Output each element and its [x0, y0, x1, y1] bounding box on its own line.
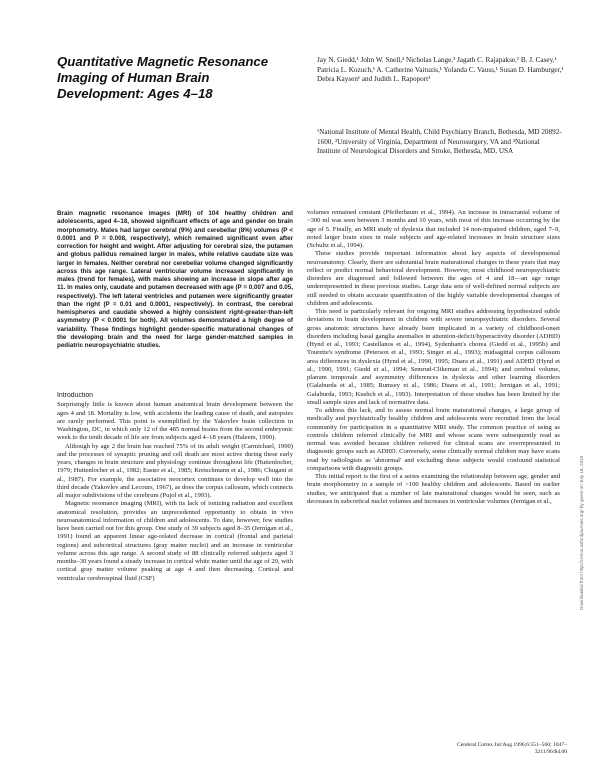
body-paragraph: To address this lack, and to assess normal brain maturational changes, a large group of medically and psychiatrically healthy children and adolescents were recruited from the local community for participation in a quantitative MRI study. The common practice of using as controls children referred clinically for MRI and whose scans were subsequently read as normal was avoided because children referred for clinical scans are overrepresented in diagnostic groups such as ADHD. Conversely, some clinically normal children may have scans read by radiologists as 'abnormal' and excluding these subjects would confound statistical comparisons with diagnostic groups. [307, 407, 560, 472]
body-paragraph: volumes remained constant (Pfefferbaum et al., 1994). An increase in intracranial volume of ~300 ml was seen between 3 months and 10 years, with most of this increase occurring by the age of 5. Finally, an MRI study of dyslexia that included 14 non-impaired children, aged 7–9, noted larger brain sizes in male subjects and age-related increases in brain structure sizes (Schultz et al., 1994). [307, 209, 560, 249]
introduction-heading: Introduction [57, 392, 94, 399]
journal-footer: Cerebral Cortex Jul/Aug 1996;6:551–560; 1047–3211/96/$4.00 [457, 742, 567, 755]
right-column [307, 209, 560, 736]
body-paragraph: Surprisingly little is known about human anatomical brain development between the ages 4 and 18. Mortality is low, with accidents the leading cause of death, and autopsies are rarely performed. This point is exemplified by the Yakovlev brain collection in Washington, DC, in which only 12 of the 485 normal brains from the second embryonic week to the tenth decade of life are from subjects aged 4–18 years (Haleem, 1990). [57, 401, 293, 442]
body-paragraph: Magnetic resonance imaging (MRI), with its lack of ionizing radiation and excellent anatomical resolution, provides an unprecedented opportunity to obtain in vivo neuroanatomical information of children and adolescents. To date, however, few studies have been carried out for this group. One study of 39 subjects aged 8–35 (Jernigan et al., 1991) found an apparent linear age-related decrease in cortical (frontal and parietal regions) and subcortical structures (gray matter nuclei) and an increase in ventricular volume across this age range. A second study of 88 clinically referred subjects aged 3 months–30 years found a steady increase in cortical white matter until the age of 20, with cortical gray matter volume peaking at age 4 and then decreasing. Cortical and ventricular cerebrospinal fluid (CSF) [57, 500, 293, 582]
download-watermark: Downloaded from http://cercor.oxfordjournals.org/ by guest on July 16, 2015 [579, 455, 584, 610]
abstract: Brain magnetic resonance images (MRI) of 104 healthy children and adolescents, aged 4–18, showed significant effects of age and gender on brain morphometry. Males had larger cerebral (9%) and cerebellar (8%) volumes (P < 0.0001 and P = 0.008, respectively), which remained significant even after correction for height and weight. After adjusting for cerebral size, the putamen and globus pallidus remained larger in males, while relative caudate size was larger in females. Neither cerebral nor cerebellar volume changed significantly across this age range. Lateral ventricular volume increased significantly in males (trend for females), with males showing an increase in slope after age 11. In males only, caudate and putamen decreased with age (P = 0.007 and 0.05, respectively). The left lateral ventricles and putamen were significantly greater than the right (P = 0.01 and 0.0001, respectively). In contrast, the cerebral hemispheres and caudate showed a highly consistent right-greater-than-left asymmetry (P < 0.0001 for both). All volumes demonstrated a high degree of variability. These findings highlight gender-specific maturational changes of the developing brain and the need for large gender-matched samples in pediatric neuropsychiatric studies. [57, 210, 293, 349]
body-paragraph: These studies provide important information about key aspects of developmental neuroanatomy. Clearly, there are substantial brain maturational changes in these years that may reflect or predict normal behavioral development. However, most childhood neuropsychiatric disorders are diagnosed and followed between the ages of 4 and 18—an age range underrepresented in these previous studies. Large data sets of well-defined normal subjects are still needed to obtain accurate quantification of the highly variable developmental changes of children and adolescents. [307, 250, 560, 307]
author-list: Jay N. Giedd,¹ John W. Snell,² Nicholas Lange,³ Jagath C. Rajapakse,¹ B. J. Casey,¹ Patricia L. Kozuch,¹ A. Catherine Vaituzis,¹ Yolanda C. Vauss,¹ Susan D. Hamburger,¹ Debra Kaysen¹ and Judith L. Rapoport¹ [317, 56, 564, 83]
body-paragraph: This initial report is the first of a series examining the relationship between age, gender and brain morphometry in a sample of >100 healthy children and adolescents. Based on earlier studies, we anticipated that a number of late maturational changes would be seen, such as decreases in subcortical nuclei volumes and increases in ventricular volumes (Jernigan et al., [307, 473, 560, 505]
body-paragraph: This need is particularly relevant for ongoing MRI studies addressing hypothesized subtle deviations in brain development in children with severe neuropsychiatric disorders. Several gross anatomic structures have already been implicated in a variety of childhood-onset disorders including basal ganglia anomalies in attention-deficit/hyperactivity disorder (ADHD) (Hynd et al., 1993; Castellanos et al., 1994), Sydenham's chorea (Giedd et al., 1995b) and Tourette's syndrome (Peterson et al., 1993; Singer et al., 1993); midsagittal corpus callosum area differences in dyslexia (Hynd et al., 1990, 1995; Duara et al., 1991) and ADHD (Hynd et al., 1990, 1991; Giedd et al., 1994; Semrud-Clikeman et al., 1994); and cerebral volume, planum temporale and asymmetry differences in dyslexia and other learning disorders (Galaburda et al., 1985; Rumsey et al., 1986; Duara et al., 1991; Jernigan et al., 1991; Galaburda, 1993; Kushch et al., 1993). Interpretation of these studies has been limited by the small sample sizes and lack of normative data. [307, 308, 560, 406]
body-paragraph: Although by age 2 the brain has reached 75% of its adult weight (Carmichael, 1990) and the processes of synaptic pruning and cell death are most active during these early years, changes in brain structure and physiology continue throughout life (Huttenlocher, 1979; Huttenlocher et al., 1982; Easter et al., 1985; Kretschmann et al., 1986; Chugani et al., 1987). For example, the associative neocortex continues to develop well into the third decade (Yakovlev and Lecours, 1967), as does the corpus callosum, which connects all major subdivisions of the cerebrum (Pujol et al., 1993). [57, 442, 293, 499]
article-title: Quantitative Magnetic Resonance Imaging of Human Brain Development: Ages 4–18 [57, 54, 269, 101]
left-column [57, 392, 293, 727]
author-affiliations: ¹National Institute of Mental Health, Child Psychiatry Branch, Bethesda, MD 20892-1600, ²University of Virginia, Department of Neurosurgery, VA and ³National Institute of Neurological Disorders and Stroke, Bethesda, MD, USA [317, 128, 562, 155]
